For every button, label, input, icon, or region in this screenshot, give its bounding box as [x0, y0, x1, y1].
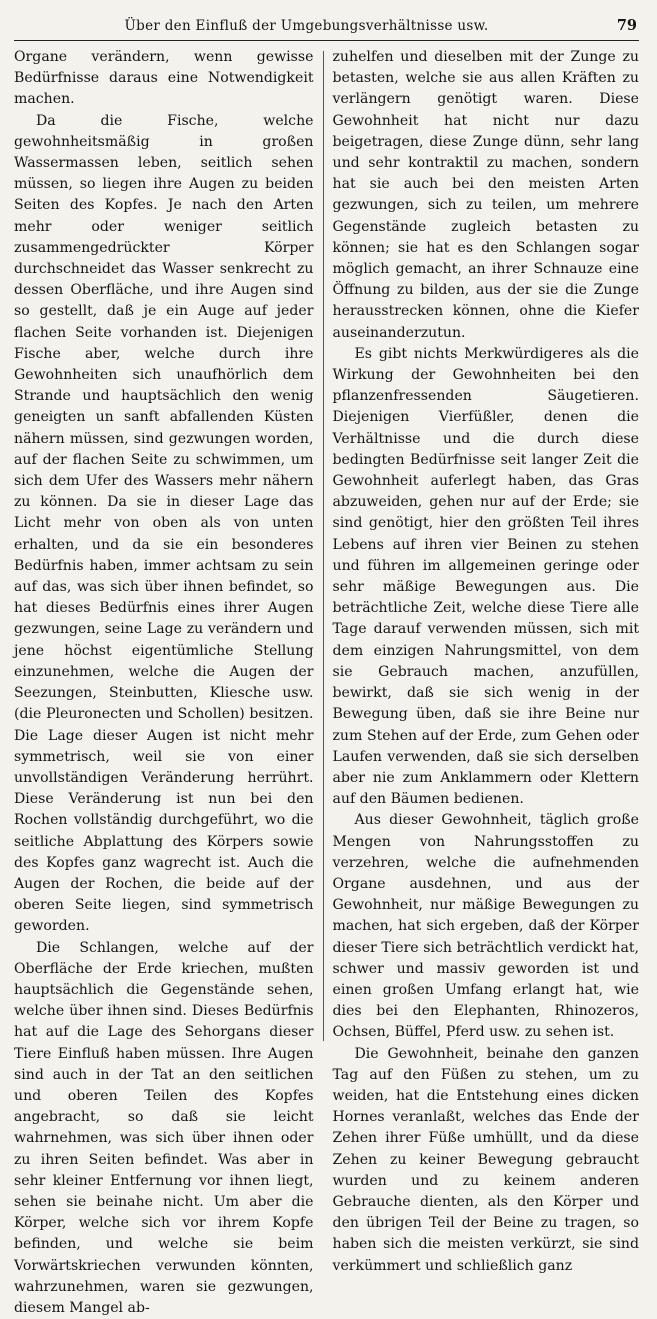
running-title: Über den Einfluß der Umgebungsverhältnisse usw. [124, 18, 489, 34]
right-paragraph-3: Aus dieser Gewohnheit, täglich große Mengen von Nahrungsstoffen zu verzehren, welche die aufnehmenden Organe ausdehnen, und aus der Gewohnheit, nur mäßige Bewegungen zu machen, hat sich ergeben, daß der Körper dieser Tiere sich beträchtlich verdickt hat, schwer und massiv geworden ist und einen großen Umfang erlangt hat, wie dies bei den Elephanten, Rhinozeros, Ochsen, Büffel, Pferd usw. zu sehen ist. [332, 812, 639, 1041]
left-paragraph-2: Da die Fische, welche gewohnheitsmäßig in großen Wassermassen leben, seitlich sehen müssen, so liegen ihre Augen zu beiden Seiten des Kopfes. Je nach den Arten mehr oder weniger seitlich zusammengedrückter Körper durchschneidet das Wasser senkrecht zu dessen Oberfläche, und ihre Augen sind so gestellt, daß je ein Auge auf jeder flachen Seite vorhanden ist. Diejenigen Fische aber, welche durch ihre Gewohnheiten sich unaufhörlich dem Strande und hauptsächlich den wenig geneigten un sanft abfallenden Küsten nähern müssen, sind gezwungen worden, auf der flachen Seite zu schwimmen, um sich dem Ufer des Wassers mehr nähern zu können. Da sie in dieser Lage das Licht mehr von oben als von unten erhalten, und da sie ein besonderes Bedürfnis haben, immer achtsam zu sein auf das, was sich über ihnen befindet, so hat dieses Bedürfnis eines ihrer Augen gezwungen, seine Lage zu verändern und jene höchst eigentümliche Stellung einzunehmen, welche die Augen der Seezungen, Steinbutten, Kliesche usw. (die Pleuronecten und Schollen) besitzen. Die Lage dieser Augen ist nicht mehr symmetrisch, weil sie von einer unvollständigen Veränderung herrührt. Diese Veränderung ist nun bei den Rochen vollständig durchgeführt, wo die seitliche Abplattung des Körpers sowie des Kopfes ganz wagrecht ist. Auch die Augen der Rochen, die beide auf der oberen Seite liegen, sind symmetrisch geworden. [14, 112, 314, 935]
right-paragraph-1: zuhelfen und dieselben mit der Zunge zu betasten, welche sie aus allen Kräften zu verlängern genötigt waren. Diese Gewohnheit hat nicht nur dazu beigetragen, diese Zunge dünn, sehr lang und sehr kontraktil zu machen, sondern hat sie auch bei den meisten Arten gezwungen, sich zu teilen, um mehrere Gegenstände zugleich betasten zu können; sie hat es den Schlangen sogar möglich gemacht, an ihrer Schnauze eine Öffnung zu bilden, aus der sie die Zunge herausstrecken können, ohne die Kiefer auseinanderzutun. [332, 49, 639, 341]
page-number: 79 [616, 17, 637, 34]
left-paragraph-1: Organe verändern, wenn gewisse Bedürfnisse daraus eine Notwendigkeit machen. [14, 49, 314, 108]
left-paragraph-3: Die Schlangen, welche auf der Oberfläche der Erde kriechen, mußten hauptsächlich die Gegenstände sehen, welche über ihnen sind. Dieses Bedürfnis hat auf die Lage des Sehorgans dieser Tiere Einfluß haben müssen. Ihre Augen sind auch in der Tat an den seitlichen und oberen Teilen des Kopfes angebracht, so daß sie leicht wahrnehmen, was sich über ihnen oder zu ihren Seiten befindet. Was aber in sehr kleiner Entfernung vor ihnen liegt, sehen sie beinahe nicht. Um aber die Körper, welche sich vor ihrem Kopfe befinden, und welche sie beim Vorwärtskriechen verwunden könnten, wahrzunehmen, waren sie gezwungen, diesem Mangel ab- [14, 939, 314, 1316]
right-paragraph-2: Es gibt nichts Merkwürdigeres als die Wirkung der Gewohnheiten bei den pflanzenfressenden Säugetieren. Diejenigen Vierfüßler, denen die Verhältnisse und die durch diese bedingten Bedürfnisse seit langer Zeit die Gewohnheit auferlegt haben, das Gras abzuweiden, gehen nur auf der Erde; sie sind genötigt, hier den größten Teil ihres Lebens auf ihren vier Beinen zu stehen und führen im allgemeinen geringe oder sehr mäßige Bewegungen aus. Die beträchtliche Zeit, welche diese Tiere alle Tage darauf verwenden müssen, sich mit dem einzigen Nahrungsmittel, von dem sie Gebrauch machen, anzufüllen, bewirkt, daß sie sich wenig in der Bewegung üben, daß sie ihre Beine nur zum Stehen auf der Erde, zum Gehen oder Laufen verwenden, daß sie sich derselben aber nie zum Anklammern oder Klettern auf den Bäumen bedienen. [332, 345, 639, 808]
text-columns [14, 47, 639, 1316]
right-column [324, 47, 640, 1274]
page-header [14, 14, 639, 41]
left-column [14, 47, 323, 1316]
right-paragraph-4: Die Gewohnheit, beinahe den ganzen Tag auf den Füßen zu stehen, um zu weiden, hat die Entstehung eines dicken Hornes veranlaßt, welches das Ende der Zehen ihrer Füße umhüllt, und da diese Zehen zu keiner Bewegung gebraucht wurden und zu keinem anderen Gebrauche dienten, als den Körper und den übrigen Teil der Beine zu tragen, so haben sich die meisten verkürzt, sie sind verkümmert und schließlich ganz [332, 1045, 639, 1274]
